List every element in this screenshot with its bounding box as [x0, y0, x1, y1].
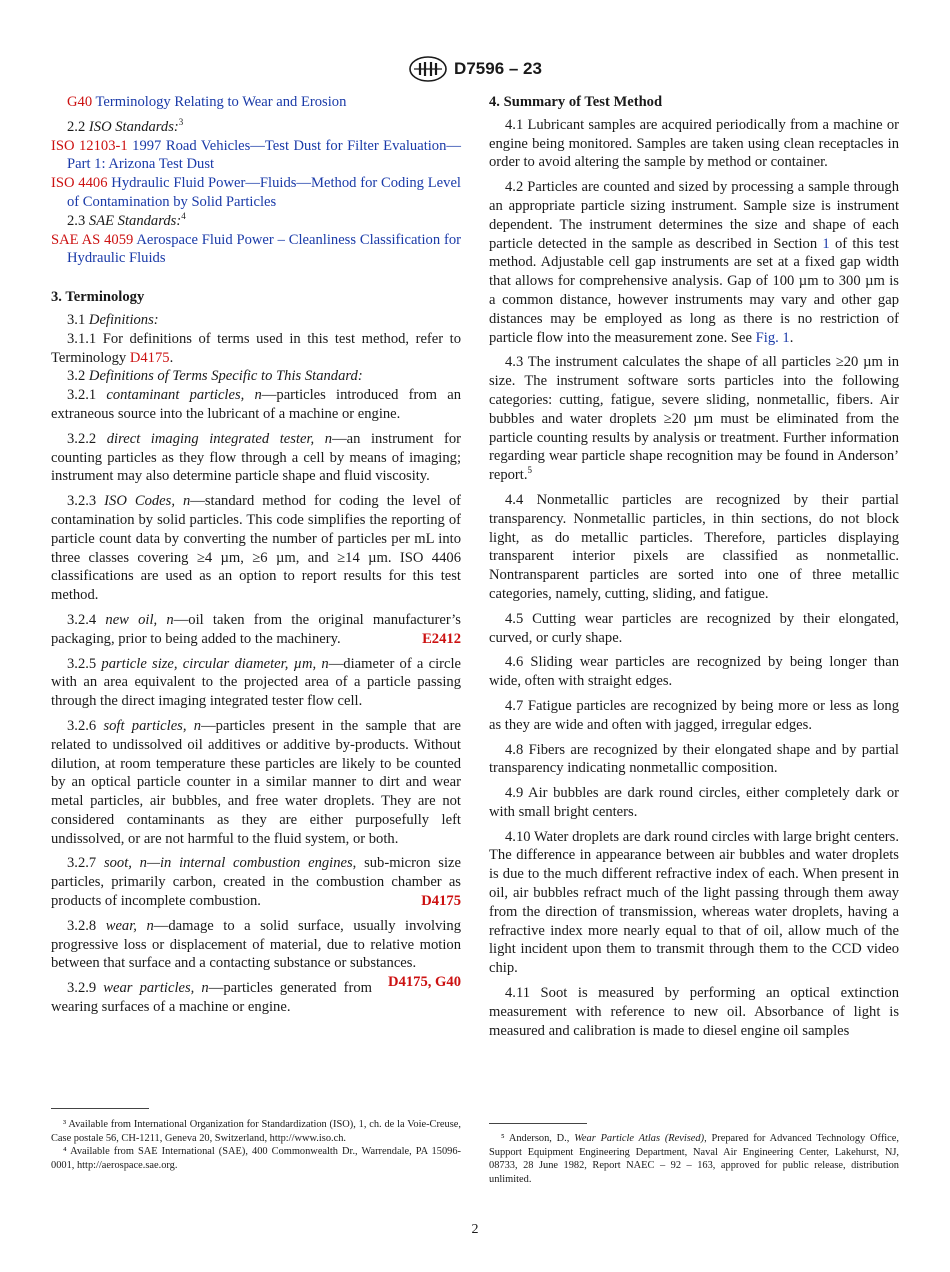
footnote-divider — [51, 1108, 149, 1109]
paragraph-4-9: 4.9 Air bubbles are dark round circles, either completely dark or with small bright centers. — [489, 785, 899, 820]
paragraph-4-1: 4.1 Lubricant samples are acquired periodically from a machine or engine being monitored. Samples are taken using clean receptacles in order to avoid altering the sample by method or container. — [489, 116, 899, 171]
footnote-marker[interactable]: 5 — [527, 465, 532, 476]
paragraph-text: 4.2 Particles are counted and sized by processing a sample through an appropriate particle sizing instrument. Sample size is instrument dependent. The instrument determines the size and shape of each particle detected in the sample as described in Section — [489, 179, 899, 252]
definition-3-2-1 — [51, 386, 461, 424]
footnote-text: ⁵ Anderson, D., — [501, 1133, 570, 1144]
right-column — [489, 93, 899, 1040]
ref-link-e2412[interactable]: E2412 — [422, 630, 461, 647]
iso-standards-heading — [51, 118, 461, 137]
heading-text: Definitions: — [88, 311, 159, 328]
paragraph-4-10: 4.10 Water droplets are dark round circles with large bright centers. The difference in appearance between air bubbles and water droplets is due to the much different refractive index of each. When present in oil, air bubbles refract much of the light passing through them away from the direction of transmission, whereas water droplets, having a refractive index more nearly equal to that of oil, allow much of the light incident upon them to transmit through them to the CCD video chip. — [489, 828, 899, 977]
ref-code-g40[interactable]: G40 — [67, 94, 93, 110]
heading-number: 2.2 — [67, 118, 86, 135]
left-column — [51, 93, 461, 1017]
paragraph-text: 4.3 The instrument calculates the shape of all particles ≥20 µm in size. The instrument software sorts particles into the following categories: cutting, fatigue, severe sliding, nonmetallic, fibers. Air bubbles and water droplets ≥20 µm must be eliminated from the particle counting results by analysis or treatment. Further information regarding wear particle shape recognition may be found in Anderson’ report. — [489, 354, 899, 484]
paragraph-4-7: 4.7 Fatigue particles are recognized by being more or less as long as they are wide and often with jagged, irregular edges. — [489, 697, 899, 733]
definition-number: 3.2.5 — [67, 655, 97, 672]
definition-text: —particles generated from wearing surfaces of a machine or engine. — [51, 980, 373, 1016]
ref-code-iso-12103[interactable]: ISO 12103-1 — [51, 137, 128, 154]
footnote-title: Wear Particle Atlas (Revised) — [574, 1133, 705, 1144]
definition-number: 3.2.6 — [67, 717, 97, 734]
definition-3-2-7 — [51, 854, 461, 910]
definition-number: 3.2.8 — [67, 917, 97, 934]
definition-term: soft particles, n — [103, 717, 202, 734]
definition-3-2-5 — [51, 655, 461, 711]
ref-code-iso-4406[interactable]: ISO 4406 — [51, 175, 108, 192]
paragraph-text: . — [789, 329, 794, 346]
footnote-marker[interactable]: 3 — [178, 116, 184, 127]
paragraph-3-1-1: 3.1.1 For definitions of terms used in this test method, refer to Terminology D4175. — [51, 330, 461, 366]
right-footnotes — [489, 1132, 899, 1186]
definition-3-2-4 — [51, 611, 461, 649]
definition-text: —oil taken from the original manufacturer’s packaging, prior to being added to the machinery. — [51, 611, 461, 647]
definition-number: 3.2.3 — [67, 493, 97, 510]
definition-number: 3.2.1 — [67, 387, 97, 404]
paragraph-4-2 — [489, 178, 899, 347]
paragraph-4-5: 4.5 Cutting wear particles are recognized by their elongated, curved, or curly shape. — [489, 610, 899, 646]
ref-title-sae-as4059[interactable]: Aerospace Fluid Power – Cleanliness Classification for Hydraulic Fluids — [67, 231, 461, 267]
section-heading-summary: 4. Summary of Test Method — [489, 94, 663, 110]
paragraph-4-4: 4.4 Nonmetallic particles are recognized by their partial transparency. Nonmetallic particles, in thin sections, do not block light, as do metallic particles. Therefore, particles displaying transparent interior pixels are classified as nonmetallic. Nontransparent particles are sorted into one of three metallic categories, namely, cutting, sliding, and fatigue. — [489, 491, 899, 602]
definition-text: —particles introduced from an extraneous source into the lubricant of a machine or engine. — [51, 387, 461, 422]
ref-title-g40[interactable]: Terminology Relating to Wear and Erosion — [95, 94, 347, 110]
definition-number: 3.2.7 — [67, 855, 97, 872]
definition-term: wear, n — [105, 917, 154, 934]
paragraph-4-6: 4.6 Sliding wear particles are recognized by being longer than wide, often with straight edges. — [489, 654, 899, 690]
definition-term: new oil, n — [105, 611, 174, 628]
definition-term: soot, n—in internal combustion engines — [103, 855, 353, 872]
ref-code-sae-as4059[interactable]: SAE AS 4059 — [51, 231, 134, 248]
ref-link-d4175[interactable]: D4175 — [421, 893, 461, 910]
definition-term: direct imaging integrated tester, n — [106, 430, 333, 447]
paragraph-4-3 — [489, 353, 899, 485]
section-link[interactable]: 1 — [822, 235, 830, 252]
page-number: 2 — [471, 1222, 479, 1237]
document-number: D7596 – 23 — [454, 59, 542, 78]
footnote-text: , Prepared for Advanced Technology Office, Support Equipment Engineering Department, Naval Air Engineering Center, Lakehurst, NJ, 08733, 28 June 1982, Report NAEC – 92 – 163, approved for public release, distribution unlimited. — [489, 1133, 899, 1185]
definition-text: —diameter of a circle with an area equivalent to the projected area of a particle passing through the direct imaging integrated tester flow cell. — [51, 655, 462, 710]
definition-text: —an instrument for counting particles as they flow through a cell by means of imaging; instrument may also determine particle shape and fluid viscosity. — [51, 430, 461, 485]
reference-iso-12103 — [51, 137, 461, 175]
heading-text: SAE Standards: — [88, 212, 182, 229]
footnote-5 — [489, 1132, 899, 1186]
paragraph-text: 3.1.1 For definitions of terms used in this test method, refer to Terminology — [51, 330, 461, 366]
astm-logo-icon — [408, 56, 448, 82]
definition-number: 3.2.2 — [67, 430, 97, 447]
reference-iso-4406 — [51, 174, 461, 212]
left-footnotes — [51, 1118, 461, 1172]
paragraph-text: of this test method. Adjustable cell gap instruments are set at a fixed gap width that allows for comprehensive analysis. Gap of 100 µm to 300 µm is a common distance, however instruments may vary and other gap distances may be employed as long as there is no restriction of particle flow into the measurement zone. See — [489, 235, 899, 346]
sae-standards-heading — [51, 212, 461, 231]
definition-number: 3.2.9 — [67, 980, 97, 997]
heading-text: Definitions of Terms Specific to This Standard: — [88, 368, 363, 385]
reference-sae-as4059 — [51, 231, 461, 269]
section-heading-terminology: 3. Terminology — [51, 289, 145, 306]
page-header — [0, 56, 950, 82]
definition-text: —standard method for coding the level of contamination by solid particles. This code simplifies the reporting of particle count data by converting the number of particles per mL into three classes covering ≥4 µm, ≥6 µm, and ≥14 µm. ISO 4406 classifications are used as an option to report results for this test method. — [51, 493, 461, 604]
definition-term: contaminant particles, n — [106, 387, 262, 404]
footnote-divider — [489, 1123, 587, 1124]
definition-term: ISO Codes, n — [104, 493, 191, 510]
definition-3-2-6 — [51, 717, 461, 849]
heading-number: 2.3 — [67, 212, 86, 229]
ref-link-d4175-g40[interactable]: D4175, G40 — [388, 974, 461, 991]
paragraph-4-11: 4.11 Soot is measured by performing an optical extinction measurement with reference to new oil. Absorbance of light is measured and calibration is made to diesel engine oil samples — [489, 985, 899, 1039]
heading-number: 3.1 — [67, 311, 86, 328]
definition-text: —particles present in the sample that are related to undissolved oil additives or additive by-products. Without dilution, at room temperature these particles are likely to be counted by an optical particle counter in a similar manner to dirt and wear metal particles, air bubbles, and free water droplets. They are not considered contaminants as they are either purposefully left undissolved, or are not harmful to the fluid system, or both. — [51, 717, 461, 847]
definition-3-2-2 — [51, 430, 461, 486]
footnote-marker[interactable]: 4 — [181, 210, 186, 221]
footnote-3: ³ Available from International Organization for Standardization (ISO), 1, ch. de la Voie-Creuse, Case postale 56, CH-1211, Geneva 20, Switzerland, http://www.iso.ch. — [51, 1119, 461, 1144]
heading-number: 3.2 — [67, 368, 86, 385]
definition-number: 3.2.4 — [67, 611, 97, 628]
paragraph-4-8: 4.8 Fibers are recognized by their elongated shape and by partial transparency indicating nonmetallic composition. — [489, 741, 899, 777]
heading-text: ISO Standards: — [88, 118, 179, 135]
definition-3-2-3 — [51, 492, 461, 605]
ref-title-iso-4406[interactable]: Hydraulic Fluid Power—Fluids—Method for Coding Level of Contamination by Solid Particles — [67, 175, 461, 210]
footnote-4: ⁴ Available from SAE International (SAE), 400 Commonwealth Dr., Warrendale, PA 15096-0001, http://aerospace.sae.org. — [51, 1146, 461, 1171]
definition-term: particle size, circular diameter, µm, n — [101, 655, 329, 672]
reference-g40 — [51, 93, 461, 112]
definition-term: wear particles, n — [103, 980, 209, 997]
ref-title-iso-12103[interactable]: 1997 Road Vehicles—Test Dust for Filter Evaluation—Part 1: Arizona Test Dust — [67, 137, 461, 173]
specific-definitions-heading — [51, 367, 461, 386]
definitions-heading — [51, 311, 461, 330]
definition-text: , sub-micron size particles, primarily carbon, created in the combustion chamber as products of incomplete combustion. — [51, 855, 461, 910]
figure-link[interactable]: Fig. 1 — [755, 329, 790, 346]
ref-link-d4175[interactable]: D4175 — [129, 349, 170, 366]
definition-text: —damage to a solid surface, usually involving progressive loss or displacement of material, due to relative motion between that surface and a contacting substance or substances. — [51, 917, 461, 972]
